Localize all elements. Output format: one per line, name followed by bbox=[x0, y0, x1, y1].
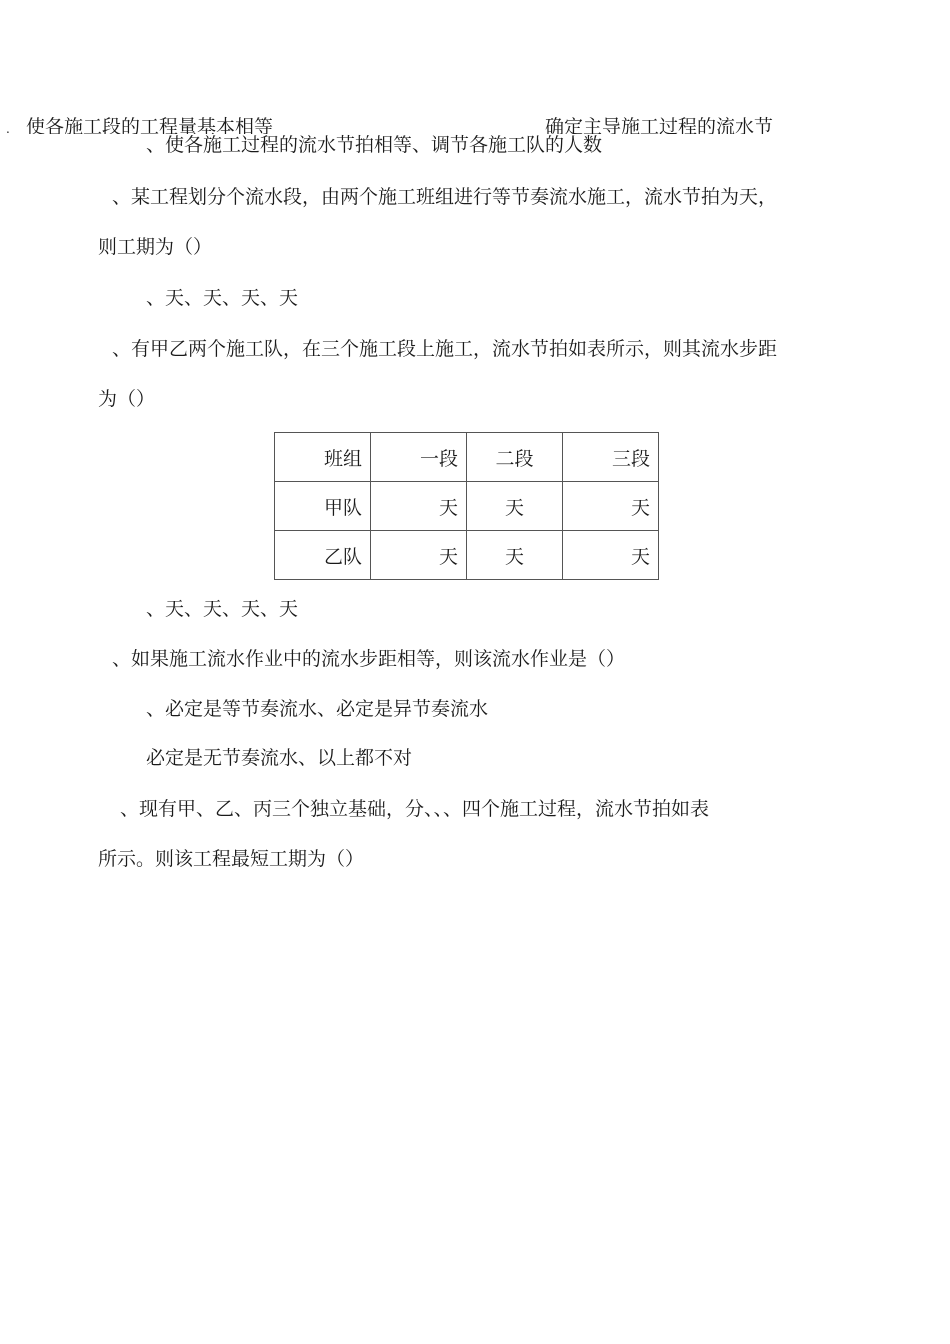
table-row bbox=[275, 482, 659, 531]
table-header-cell: 班组 bbox=[275, 433, 371, 482]
question-1-options: 、天、天、天、天 bbox=[146, 287, 299, 309]
table-cell: 天 bbox=[467, 482, 563, 531]
question-2: 、有甲乙两个施工队，在三个施工段上施工，流水节拍如表所示，则其流水步距 bbox=[112, 338, 778, 360]
table-cell: 甲队 bbox=[275, 482, 371, 531]
stray-mark: . bbox=[6, 122, 10, 136]
table-cell: 乙队 bbox=[275, 531, 371, 580]
table-header-cell: 一段 bbox=[371, 433, 467, 482]
table-header-cell: 三段 bbox=[563, 433, 659, 482]
question-4-continued: 所示。则该工程最短工期为（） bbox=[98, 848, 365, 870]
question-4: 、现有甲、乙、丙三个独立基础，分、、、四个施工过程，流水节拍如表 bbox=[120, 798, 710, 820]
question-1-continued: 则工期为（） bbox=[98, 236, 213, 258]
question-3-options-b: 必定是无节奏流水、以上都不对 bbox=[146, 747, 413, 769]
table-cell: 天 bbox=[371, 531, 467, 580]
question-3: 、如果施工流水作业中的流水步距相等，则该流水作业是（） bbox=[112, 648, 626, 670]
table-header-row bbox=[275, 433, 659, 482]
question-2-continued: 为（） bbox=[98, 388, 156, 410]
clipped-line-left: 使各施工段的工程量基本相等 bbox=[26, 116, 274, 134]
table-cell: 天 bbox=[467, 531, 563, 580]
table-cell: 天 bbox=[371, 482, 467, 531]
option-line-1: 、使各施工过程的流水节拍相等、调节各施工队的人数 bbox=[146, 134, 603, 156]
question-2-options: 、天、天、天、天 bbox=[146, 598, 299, 620]
table-cell: 天 bbox=[563, 482, 659, 531]
clipped-line-right: 确定主导施工过程的流水节 bbox=[545, 116, 774, 134]
table-header-cell: 二段 bbox=[467, 433, 563, 482]
question-3-options-a: 、必定是等节奏流水、必定是异节奏流水 bbox=[146, 698, 489, 720]
rhythm-table bbox=[274, 432, 659, 580]
table-cell: 天 bbox=[563, 531, 659, 580]
question-1: 、某工程划分个流水段，由两个施工班组进行等节奏流水施工，流水节拍为天， bbox=[112, 186, 778, 208]
table-row bbox=[275, 531, 659, 580]
